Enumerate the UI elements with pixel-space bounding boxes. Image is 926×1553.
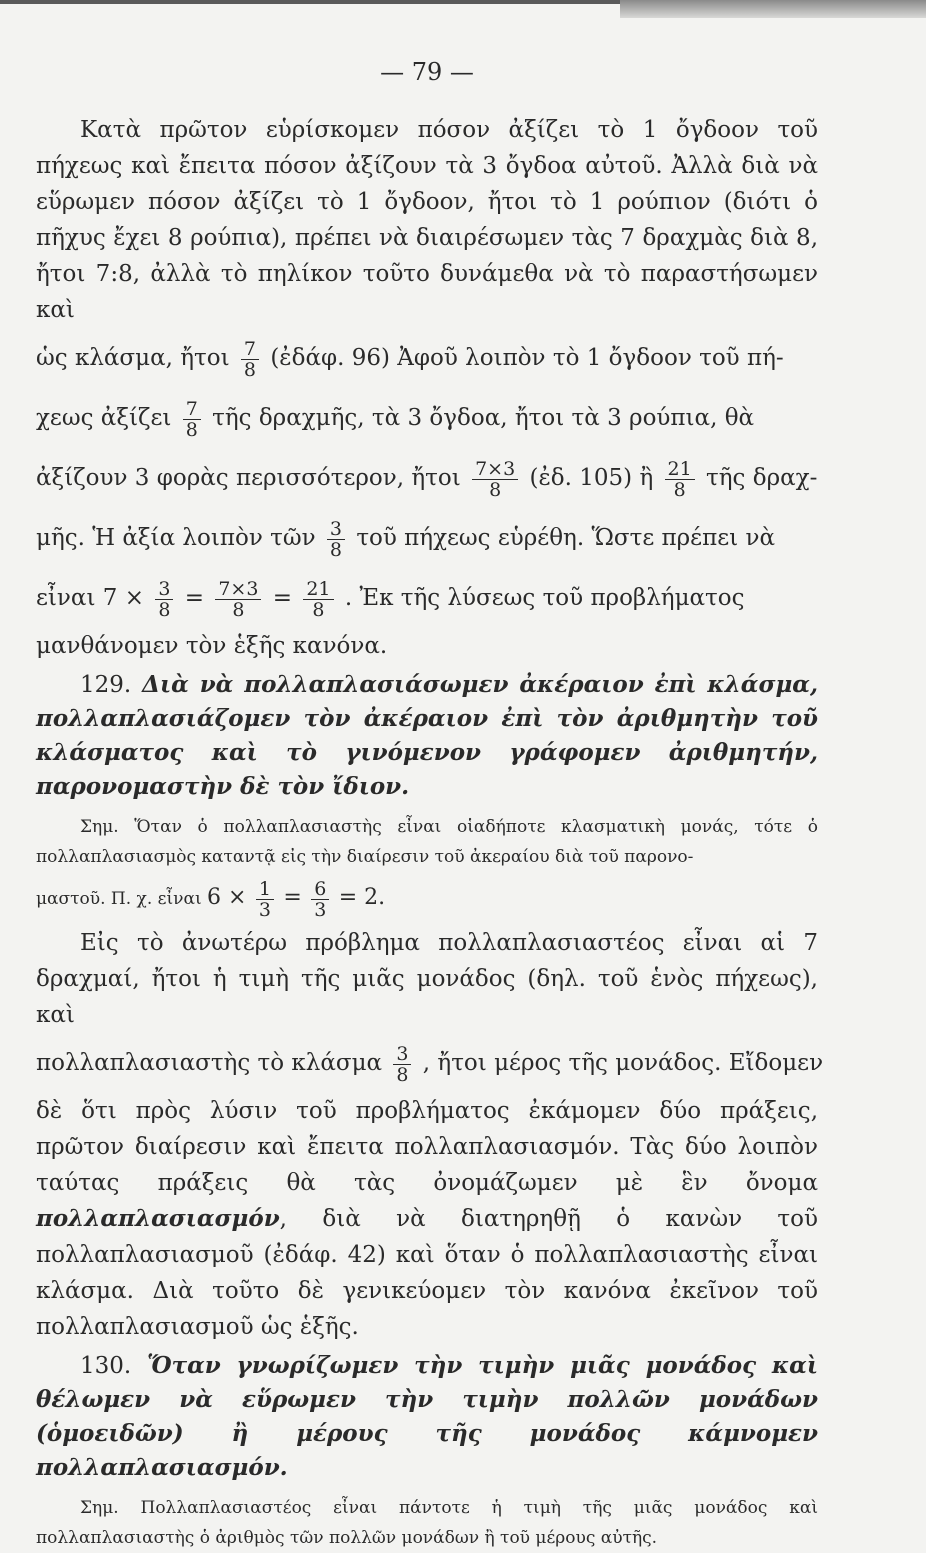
denominator: 8	[489, 478, 502, 501]
note-1-equals: =	[283, 885, 302, 910]
numerator: 7	[183, 399, 201, 420]
para2-b-text: πολλαπλασιαστὴς τὸ κλάσμα	[36, 1050, 383, 1076]
fraction-7-8-b	[183, 399, 201, 440]
line-e-text: εἶναι 7 ×	[36, 585, 144, 611]
rule-129-number: 129.	[80, 672, 132, 698]
line-e-text-4: . Ἐκ τῆς λύσεως τοῦ προβλήματος	[344, 585, 745, 611]
denominator: 8	[185, 418, 198, 441]
line-para2-b	[36, 1033, 824, 1093]
fraction-7-8	[241, 339, 259, 380]
denominator: 8	[312, 598, 325, 621]
line-f: μανθάνομεν τὸν ἑξῆς κανόνα.	[36, 633, 388, 659]
note-1-expr: 6 ×	[207, 885, 247, 910]
line-a-text: ὡς κλάσμα, ἤτοι	[36, 345, 230, 371]
numerator: 7×3	[215, 579, 261, 600]
numerator: 7	[241, 339, 259, 360]
para2-f-text: , διὰ νὰ διατηρηθῇ ὁ κανὼν τοῦ πολλαπλασιασμοῦ (ἐδάφ. 42) καὶ ὅταν ὁ πολλαπλασιαστὴς εἶναι κλάσμα. Διὰ τοῦτο δὲ γενικεύομεν τὸν κανόνα ἐκεῖνον τοῦ πολλαπλασιασμοῦ ὡς ἑξῆς.	[36, 1206, 818, 1340]
numerator: 6	[311, 879, 329, 900]
rule-129	[36, 668, 818, 804]
line-c-text-2: (ἐδ. 105) ἢ	[529, 465, 654, 491]
line-b-text: χεως ἀξίζει	[36, 405, 172, 431]
para2-emphasis: πολλαπλασιασμόν	[36, 1205, 280, 1232]
rule-129-text: Διὰ νὰ πολλαπλασιάσωμεν ἀκέραιον ἐπὶ κλάσμα, πολλαπλασιάζομεν τὸν ἀκέραιον ἐπὶ τὸν ἀριθμητὴν τοῦ κλάσματος καὶ τὸ γινόμενον γράφομεν ἀριθμητήν, παρονομαστὴν δὲ τὸν ἴδιον.	[36, 671, 818, 800]
fraction-3-8-e	[155, 579, 173, 620]
denominator: 8	[329, 538, 342, 561]
numerator: 21	[665, 459, 695, 480]
line-a-text-2: (ἐδάφ. 96) Ἀφοῦ λοιπὸν τὸ 1 ὄγδοον τοῦ πή-	[270, 345, 784, 371]
para2-d-text: δὲ ὅτι πρὸς λύσιν τοῦ προβλήματος ἐκάμομεν δύο πράξεις, πρῶτον διαίρεσιν καὶ ἔπειτα πολλαπλασιασμόν. Τὰς δύο λοιπὸν ταύτας πράξεις θὰ τὰς ὀνομάζωμεν μὲ ἓν ὄνομα	[36, 1098, 818, 1196]
rule-130-text: Ὅταν γνωρίζωμεν τὴν τιμὴν μιᾶς μονάδος καὶ θέλωμεν νὰ εὕρωμεν τὴν τιμὴν πολλῶν μονάδων (ὁμοειδῶν) ἢ μέρους τῆς μονάδος κάμνομεν πολλαπλασιασμόν.	[36, 1352, 819, 1481]
numerator: 7×3	[472, 459, 518, 480]
line-e	[36, 568, 818, 628]
para2-c-text: , ἤτοι μέρος τῆς μονάδος. Εἴδομεν	[422, 1050, 824, 1076]
numerator: 3	[155, 579, 173, 600]
paragraph-2d	[36, 1093, 818, 1345]
rule-130	[36, 1349, 818, 1485]
fraction-3-8	[327, 519, 345, 560]
denominator: 3	[258, 899, 271, 921]
fraction-7x3-8-e	[215, 579, 261, 620]
line-d-text: μῆς. Ἡ ἀξία λοιπὸν τῶν	[36, 525, 316, 551]
numerator: 21	[303, 579, 333, 600]
note-1	[36, 812, 818, 925]
note-1-text: Σημ. Ὅταν ὁ πολλαπλασιαστὴς εἶναι οἱαδήποτε κλασματικὴ μονάς, τότε ὁ πολλαπλασιασμὸς καταντᾷ εἰς τὴν διαίρεσιν τοῦ ἀκεραίου διὰ τοῦ παρονο-	[36, 817, 818, 867]
note-1-text-b: μαστοῦ. Π. χ. εἶναι	[36, 889, 202, 909]
note-2-text: Σημ. Πολλαπλασιαστέος εἶναι πάντοτε ἡ τιμὴ τῆς μιᾶς μονάδος καὶ πολλαπλασιαστὴς ὁ ἀριθμὸς τῶν πολλῶν μονάδων ἢ τοῦ μέρους αὐτῆς.	[36, 1498, 818, 1548]
fraction-21-8-e	[303, 579, 333, 620]
line-b	[36, 388, 818, 448]
page-edge-shadow	[620, 0, 926, 18]
numerator: 1	[256, 879, 274, 900]
numerator: 3	[327, 519, 345, 540]
line-c-text: ἀξίζουν 3 φορὰς περισσότερον, ἤτοι	[36, 465, 461, 491]
fraction-7x3-8	[472, 459, 518, 500]
line-d	[36, 508, 818, 568]
note-2	[36, 1493, 818, 1553]
numerator: 3	[393, 1044, 411, 1065]
fraction-6-3	[311, 879, 329, 920]
line-c	[36, 448, 818, 508]
denominator: 8	[396, 1063, 409, 1086]
fraction-21-8	[665, 459, 695, 500]
paragraph-1: Κατὰ πρῶτον εὑρίσκομεν πόσον ἀξίζει τὸ 1 ὄγδοον τοῦ πήχεως καὶ ἔπειτα πόσον ἀξίζουν τὰ 3 ὄγδοα αὐτοῦ. Ἀλλὰ διὰ νὰ εὕρωμεν πόσον ἀξίζει τὸ 1 ὄγδοον, ἤτοι τὸ 1 ρούπιον (διότι ὁ πῆχυς ἔχει 8 ρούπια), πρέπει νὰ διαιρέσωμεν τὰς 7 δραχμὰς διὰ 8, ἤτοι 7:8, ἀλλὰ τὸ πηλίκον τοῦτο δυνάμεθα νὰ τὸ παραστήσωμεν καὶ	[36, 117, 818, 323]
equals: =	[184, 585, 204, 611]
equals-2: =	[272, 585, 293, 611]
denominator: 8	[232, 598, 245, 621]
fraction-1-3	[256, 879, 274, 920]
page-number: — 79 —	[380, 58, 474, 86]
line-c-text-3: τῆς δραχ-	[706, 465, 818, 491]
line-b-text-2: τῆς δραχμῆς, τὰ 3 ὄγδοα, ἤτοι τὰ 3 ρούπια, θὰ	[212, 405, 755, 431]
line-a	[36, 328, 818, 388]
book-page	[36, 58, 824, 1553]
paragraph-2a: Εἰς τὸ ἀνωτέρω πρόβλημα πολλαπλασιαστέος εἶναι αἱ 7 δραχμαί, ἤτοι ἡ τιμὴ τῆς μιᾶς μονάδος (δηλ. τοῦ ἑνὸς πήχεως), καὶ	[36, 930, 818, 1028]
fraction-3-8-p2	[393, 1044, 411, 1085]
denominator: 8	[158, 598, 171, 621]
rule-130-number: 130.	[80, 1353, 132, 1379]
denominator: 3	[314, 899, 327, 921]
denominator: 8	[673, 478, 686, 501]
line-d-text-2: τοῦ πήχεως εὑρέθη. Ὥστε πρέπει νὰ	[356, 525, 775, 551]
note-1-result: = 2.	[338, 885, 386, 910]
denominator: 8	[243, 358, 257, 381]
